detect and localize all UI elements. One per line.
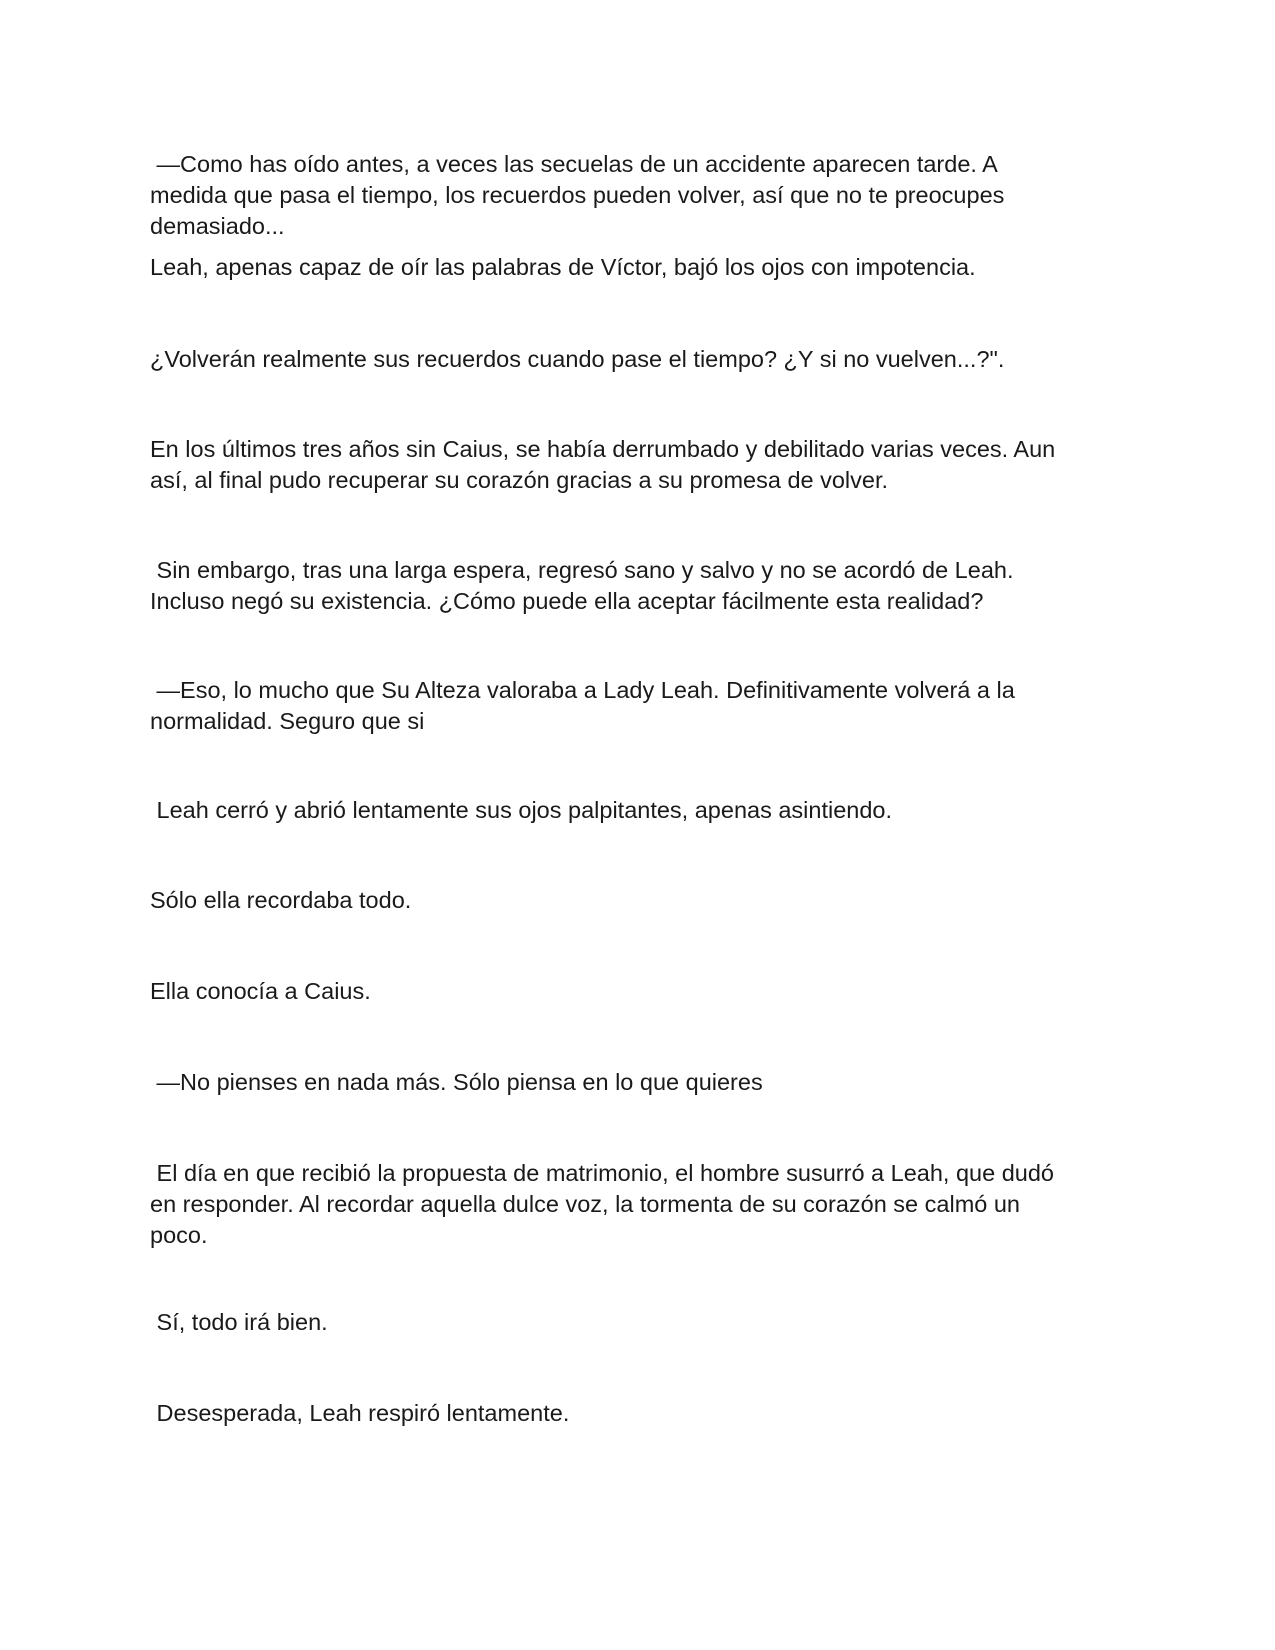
paragraph: Sin embargo, tras una larga espera, regresó sano y salvo y no se acordó de Leah. Incluso negó su existencia. ¿Cómo puede ella aceptar fácilmente esta realidad? xyxy=(150,557,1014,614)
paragraph: Leah, apenas capaz de oír las palabras de Víctor, bajó los ojos con impotencia. xyxy=(150,254,976,280)
paragraph: —No pienses en nada más. Sólo piensa en lo que quieres xyxy=(150,1069,763,1095)
paragraph: ¿Volverán realmente sus recuerdos cuando pase el tiempo? ¿Y si no vuelven...?". xyxy=(150,346,1005,372)
paragraph: Sí, todo irá bien. xyxy=(150,1309,328,1335)
paragraph: El día en que recibió la propuesta de matrimonio, el hombre susurró a Leah, que dudó en responder. Al recordar aquella dulce voz, la tormenta de su corazón se calmó un poco. xyxy=(150,1160,1055,1248)
paragraph: —Como has oído antes, a veces las secuelas de un accidente aparecen tarde. A medida que pasa el tiempo, los recuerdos pueden volver, así que no te preocupes demasiado... xyxy=(150,151,1005,239)
paragraph: Ella conocía a Caius. xyxy=(150,978,371,1004)
paragraph: En los últimos tres años sin Caius, se había derrumbado y debilitado varias veces. Aun así, al final pudo recuperar su corazón gracias a su promesa de volver. xyxy=(150,436,1056,493)
paragraph: Sólo ella recordaba todo. xyxy=(150,887,412,913)
paragraph: Desesperada, Leah respiró lentamente. xyxy=(150,1400,570,1426)
paragraph: —Eso, lo mucho que Su Alteza valoraba a Lady Leah. Definitivamente volverá a la normalidad. Seguro que si xyxy=(150,677,1015,734)
paragraph: Leah cerró y abrió lentamente sus ojos palpitantes, apenas asintiendo. xyxy=(150,797,893,823)
